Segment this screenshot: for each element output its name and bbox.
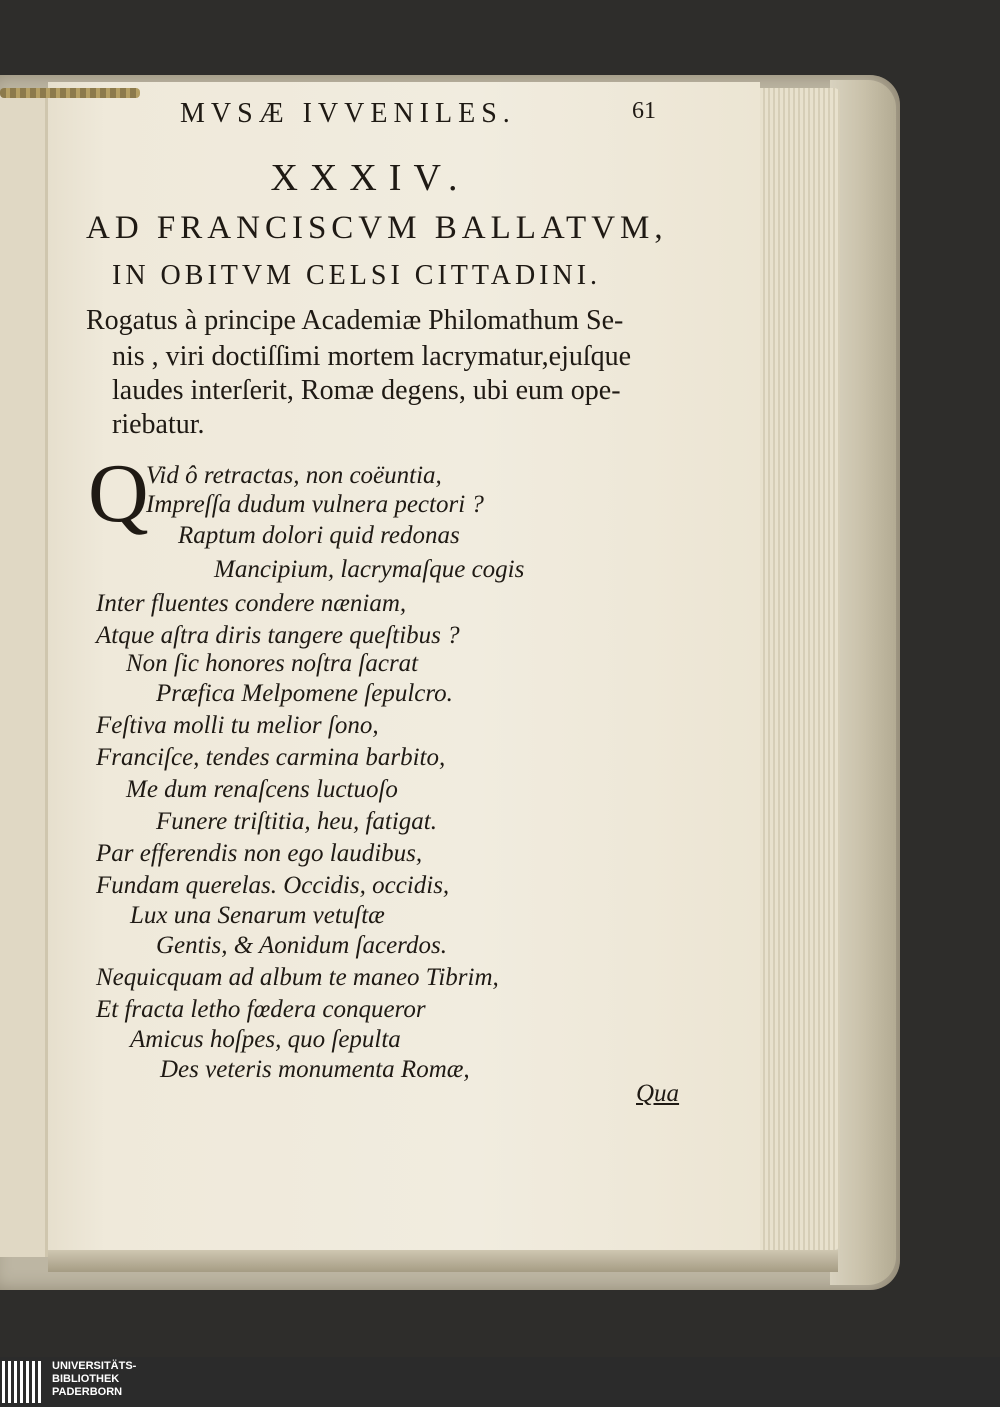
- argument-line: nis , viri doctiſſimi mortem lacrymatur,ejuſque: [112, 341, 632, 372]
- verse-line: Fundam querelas. Occidis, occidis,: [96, 872, 450, 899]
- argument-line: Rogatus à principe Academiæ Philomathum Se-: [86, 305, 624, 336]
- verse-line: Funere triſtitia, heu, fatigat.: [156, 808, 437, 835]
- verse-line: Impreſſa dudum vulnera pectori ?: [146, 491, 484, 518]
- verse-line: Vid ô retractas, non coëuntia,: [146, 462, 442, 489]
- verse-line: Præfica Melpomene ſepulcro.: [156, 680, 453, 707]
- verse-line: Franciſce, tendes carmina barbito,: [96, 744, 446, 771]
- drop-cap: Q: [88, 447, 149, 540]
- catchword: Qua: [636, 1080, 680, 1107]
- poem-title-line-2: IN OBITVM CELSI CITTADINI.: [112, 260, 602, 291]
- verse-line: Amicus hoſpes, quo ſepulta: [130, 1026, 401, 1053]
- verse-line: Feſtiva molli tu melior ſono,: [96, 712, 379, 739]
- verse-line: Mancipium, lacrymaſque cogis: [214, 556, 525, 583]
- page-number: 61: [632, 98, 656, 124]
- argument-line: riebatur.: [112, 409, 205, 440]
- verse-line: Non ſic honores noſtra ſacrat: [126, 650, 419, 677]
- verse-line: Des veteris monumenta Romæ,: [160, 1056, 470, 1083]
- logo-line: PADERBORN: [52, 1386, 123, 1398]
- verse-line: Me dum renaſcens luctuoſo: [126, 776, 398, 803]
- poem-title-line-1: AD FRANCISCVM BALLATVM,: [86, 210, 668, 246]
- verse-line: Gentis, & Aonidum ſacerdos.: [156, 932, 447, 959]
- logo-line: BIBLIOTHEK: [52, 1373, 120, 1385]
- argument-line: laudes interſerit, Romæ degens, ubi eum ope-: [112, 375, 621, 406]
- logo-line: UNIVERSITÄTS-: [52, 1360, 137, 1372]
- verse-line: Inter fluentes condere næniam,: [96, 590, 407, 617]
- verse-line: Par efferendis non ego laudibus,: [96, 840, 423, 867]
- running-head: MVSÆ IVVENILES.: [180, 98, 516, 129]
- poem-number: XXXIV.: [270, 157, 470, 199]
- verse-line: Atque aſtra diris tangere queſtibus ?: [96, 622, 460, 649]
- verse-line: Et fracta letho fœdera conqueror: [96, 996, 426, 1023]
- verse-line: Lux una Senarum vetuſtæ: [130, 902, 385, 929]
- library-logo-text: [52, 1360, 232, 1399]
- verse-line: Nequicquam ad album te maneo Tibrim,: [96, 964, 499, 991]
- library-logo-icon: [0, 1357, 46, 1407]
- verse-line: Raptum dolori quid redonas: [178, 522, 460, 549]
